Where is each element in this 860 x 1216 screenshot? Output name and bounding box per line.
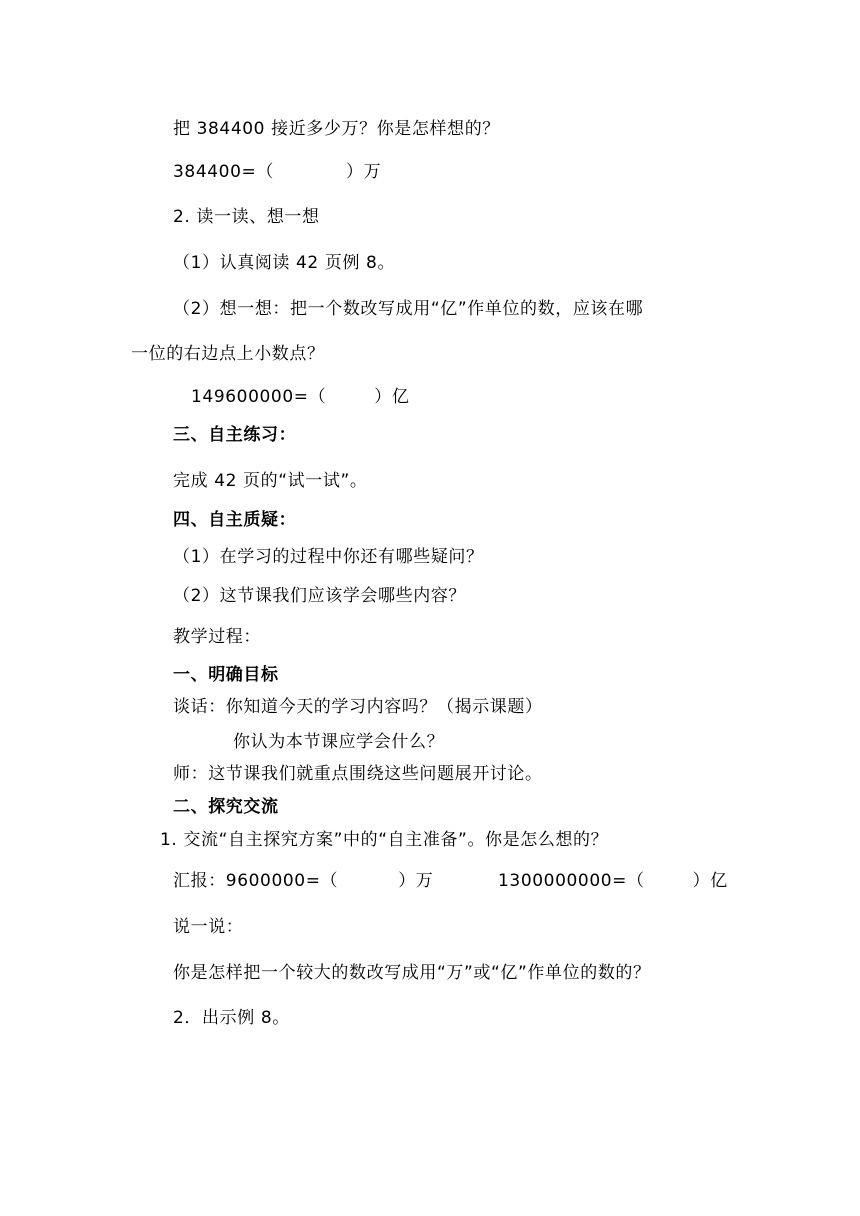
talk-intro-cont: 你认为本节课应学会什么？: [233, 732, 445, 752]
fill-blank-yi: 149600000=（ ）亿: [191, 387, 410, 407]
step-read-think: 2. 读一读、想一想: [173, 207, 320, 227]
heading-self-practice: 三、自主练习：: [173, 425, 297, 445]
show-example: 2．出示例 8。: [173, 1008, 290, 1028]
talk-intro: 谈话：你知道今天的学习内容吗？（揭示课题）: [173, 697, 543, 717]
heading-self-question: 四、自主质疑：: [173, 510, 297, 530]
heading-explore: 二、探究交流: [173, 797, 279, 817]
fill-blank-wan: 384400=（ ）万: [173, 162, 382, 182]
step-read-example: （1）认真阅读 42 页例 8。: [173, 253, 396, 273]
heading-clear-goals: 一、明确目标: [173, 665, 279, 685]
teaching-process-title: 教学过程：: [173, 627, 261, 647]
practice-task: 完成 42 页的“试一试”。: [173, 471, 368, 491]
question-approximate-wan: 把 384400 接近多少万？你是怎样想的？: [173, 119, 500, 139]
say-prompt: 说一说：: [173, 917, 244, 937]
step-exchange: 1. 交流“自主探究方案”中的“自主准备”。你是怎么想的？: [160, 830, 609, 850]
report-yi: 1300000000=（ ）亿: [498, 871, 728, 891]
question-learn: （2）这节课我们应该学会哪些内容？: [173, 586, 467, 606]
report-wan: 汇报：9600000=（ ）万: [173, 871, 434, 891]
step-think-yi: （2）想一想：把一个数改写成用“亿”作单位的数，应该在哪: [173, 299, 644, 319]
say-question: 你是怎样把一个较大的数改写成用“万”或“亿”作单位的数的？: [173, 963, 651, 983]
question-doubts: （1）在学习的过程中你还有哪些疑问？: [173, 547, 484, 567]
teacher-remark: 师：这节课我们就重点围绕这些问题展开讨论。: [173, 764, 543, 784]
step-think-yi-cont: 一位的右边点上小数点？: [131, 344, 325, 364]
